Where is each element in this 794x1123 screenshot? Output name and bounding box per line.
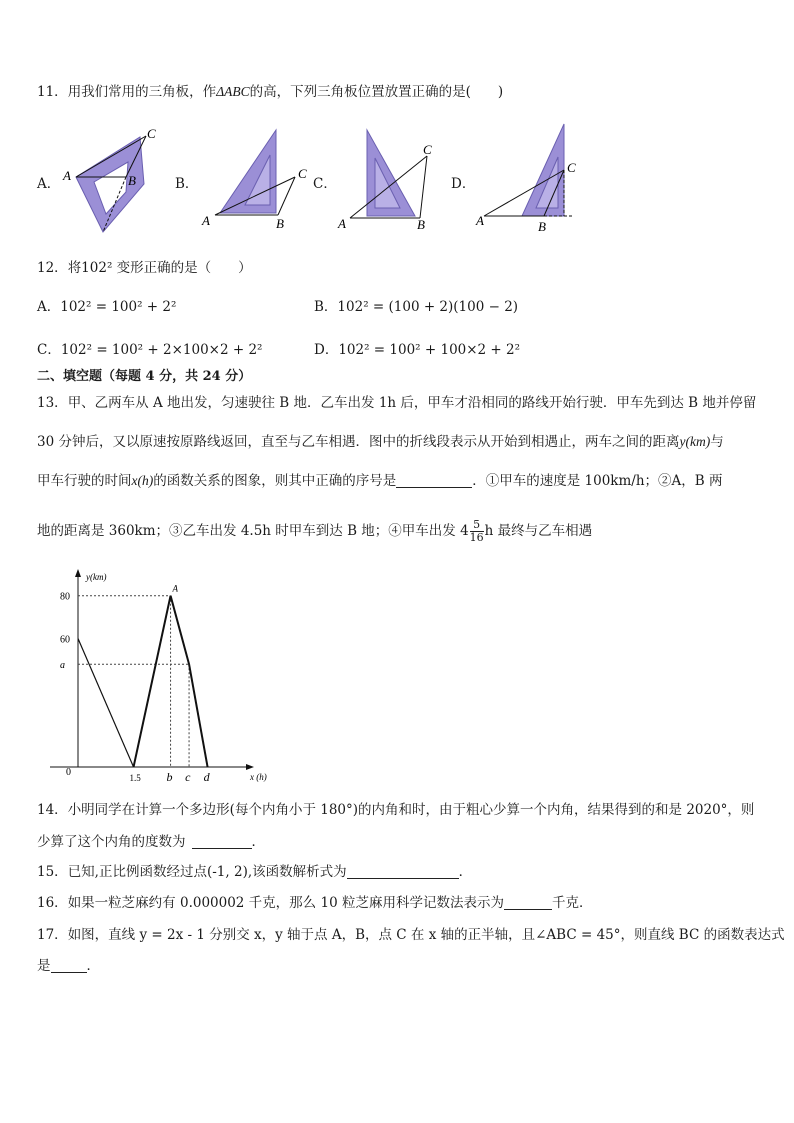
label-a: A [338,216,346,231]
q17-line1 [37,926,785,944]
q13-line4 [37,519,592,544]
q13-frac-den: 16 [469,531,484,544]
label-c: C [567,160,576,175]
series-segment-4 [189,664,208,767]
q12-option-d [314,338,520,358]
q11-option-b-label: B． [175,176,199,192]
q14-answer-blank[interactable] [192,834,252,849]
q16-line [37,894,592,912]
q17-line2 [37,957,100,975]
q13-line3-mid: 的函数关系的图象，则其中正确的序号是 [153,473,397,489]
q12-option-b-expr: 102² = (100 + 2)(100 − 2) [337,299,519,315]
q12-option-b [314,295,518,315]
label-a: A [63,168,71,183]
q13-line2 [37,433,724,451]
q12-stem [37,259,252,277]
q13-line2-var: y(km) [679,434,711,449]
side-bc [278,177,295,215]
q11-option-a-label: A． [37,176,61,192]
x-axis-arrow [246,764,254,770]
y-tick-label-60: 60 [60,634,70,646]
q12-option-b-letter: B． [314,299,338,315]
label-a: A [476,213,484,228]
label-b: B [417,217,425,232]
q12-option-c-expr: 102² = 100² + 2×100×2 + 2² [60,342,263,358]
q17-number: 17． [37,927,68,943]
q12-option-c-letter: C． [37,342,61,358]
q11-text-pre: 用我们常用的三角板，作 [67,84,217,100]
q11-stem [37,83,503,101]
q12-option-d-letter: D． [314,342,339,358]
q13-graph [40,565,290,787]
q11-figure-a [58,122,168,242]
q15-number: 15． [37,864,68,880]
q11-option-d-label: D． [451,176,476,192]
q15-text-pre: 已知,正比例函数经过点(-1, 2),该函数解析式为 [67,864,347,880]
q17-line2-pre: 是 [37,958,51,974]
x-tick-label-d: d [203,770,210,784]
q13-number: 13． [37,395,68,411]
q14-line2 [37,833,265,851]
y-tick-label-80: 80 [60,591,70,603]
q11-text-post: 的高，下列三角板位置放置正确的是( ) [249,84,504,100]
label-b: B [538,219,546,234]
q12-option-a [37,295,176,315]
q15-text-post: ． [458,864,473,880]
x-tick-label-c: c [185,770,191,784]
q11-figure-b [200,125,320,235]
y-tick-label-a: a [60,660,65,672]
q11-figure-c [335,128,445,236]
label-b: B [276,216,284,231]
series-segment-2 [134,596,171,767]
q13-line3-pre: 甲车行驶的时间 [37,473,132,489]
q15-answer-blank[interactable] [347,864,459,879]
peak-label: A [172,583,179,594]
q16-answer-blank[interactable] [504,895,552,910]
q13-line3-var: x(h) [131,473,154,488]
origin-label: 0 [66,767,71,778]
y-axis-label: y(km) [86,572,107,582]
q11-figure-d [472,122,587,237]
q11-triangle: ΔABC [216,84,250,99]
q13-line1-text: 甲、乙两车从 A 地出发，匀速驶往 B 地．乙车出发 1h 后，甲车才沿相同的路线开始行驶．甲车先到达 B 地并停留 [67,395,757,411]
q14-line2-post: ． [251,834,265,850]
q12-option-d-expr: 102² = 100² + 100×2 + 2² [338,342,521,358]
q12-text: 将102² 变形正确的是（ ） [67,260,252,276]
label-b: B [128,173,136,188]
q13-line3 [37,472,722,490]
q13-line4-pre: 地的距离是 360km；③乙车出发 4.5h 时甲车到达 B 地；④甲车出发 4 [37,523,469,539]
q17-line2-post: ． [86,958,100,974]
q13-line1 [37,394,756,412]
label-a: A [202,213,210,228]
q13-line3-post: ．①甲车的速度是 100km/h；②A，B 两 [472,473,723,489]
q16-text-pre: 如果一粒芝麻约有 0.000002 千克，那么 10 粒芝麻用科学记数法表示为 [67,895,504,911]
label-c: C [423,142,432,157]
q14-line2-pre: 少算了这个内角的度数为 [37,834,186,850]
q12-option-c [37,338,262,358]
label-c: C [298,166,307,181]
series-segment-1 [78,639,134,767]
q13-line2-post: 与 [710,434,724,450]
x-tick-label-1.5: 1.5 [129,773,141,783]
q14-number: 14． [37,802,68,818]
q13-answer-blank[interactable] [396,473,472,488]
q12-number: 12． [37,260,68,276]
q13-fraction [470,519,484,544]
series-segment-3 [171,596,190,665]
label-c: C [147,126,156,141]
q15-line [37,863,472,881]
x-axis-label: x (h) [250,772,267,782]
q17-line1-text: 如图，直线 y = 2x - 1 分别交 x，y 轴于点 A，B，点 C 在 x 轴的正半轴，且∠ABC = 45°，则直线 BC 的函数表达式 [67,927,785,943]
q13-line4-post: h 最终与乙车相遇 [484,523,593,539]
section-2-title: 二、填空题（每题 4 分，共 24 分） [37,369,252,384]
side-bc [420,156,427,218]
q13-frac-num: 5 [470,519,484,532]
q17-answer-blank[interactable] [51,958,87,973]
q11-number: 11． [37,84,68,100]
x-tick-label-b: b [166,770,173,784]
q14-line1-text: 小明同学在计算一个多边形(每个内角小于 180°)的内角和时，由于粗心少算一个内角，结果得到的和是 2020°，则 [67,802,755,818]
q14-line1 [37,801,754,819]
q16-text-post: 千克． [551,895,593,911]
y-axis-arrow [75,569,81,577]
q12-option-a-expr: 102² = 100² + 2² [60,299,177,315]
q16-number: 16． [37,895,68,911]
q13-line2-pre: 30 分钟后，又以原速按原路线返回，直至与乙车相遇．图中的折线段表示从开始到相遇止，两车之间的距离 [37,434,680,450]
q11-option-c-label: C． [313,176,337,192]
q12-option-a-letter: A． [37,299,61,315]
